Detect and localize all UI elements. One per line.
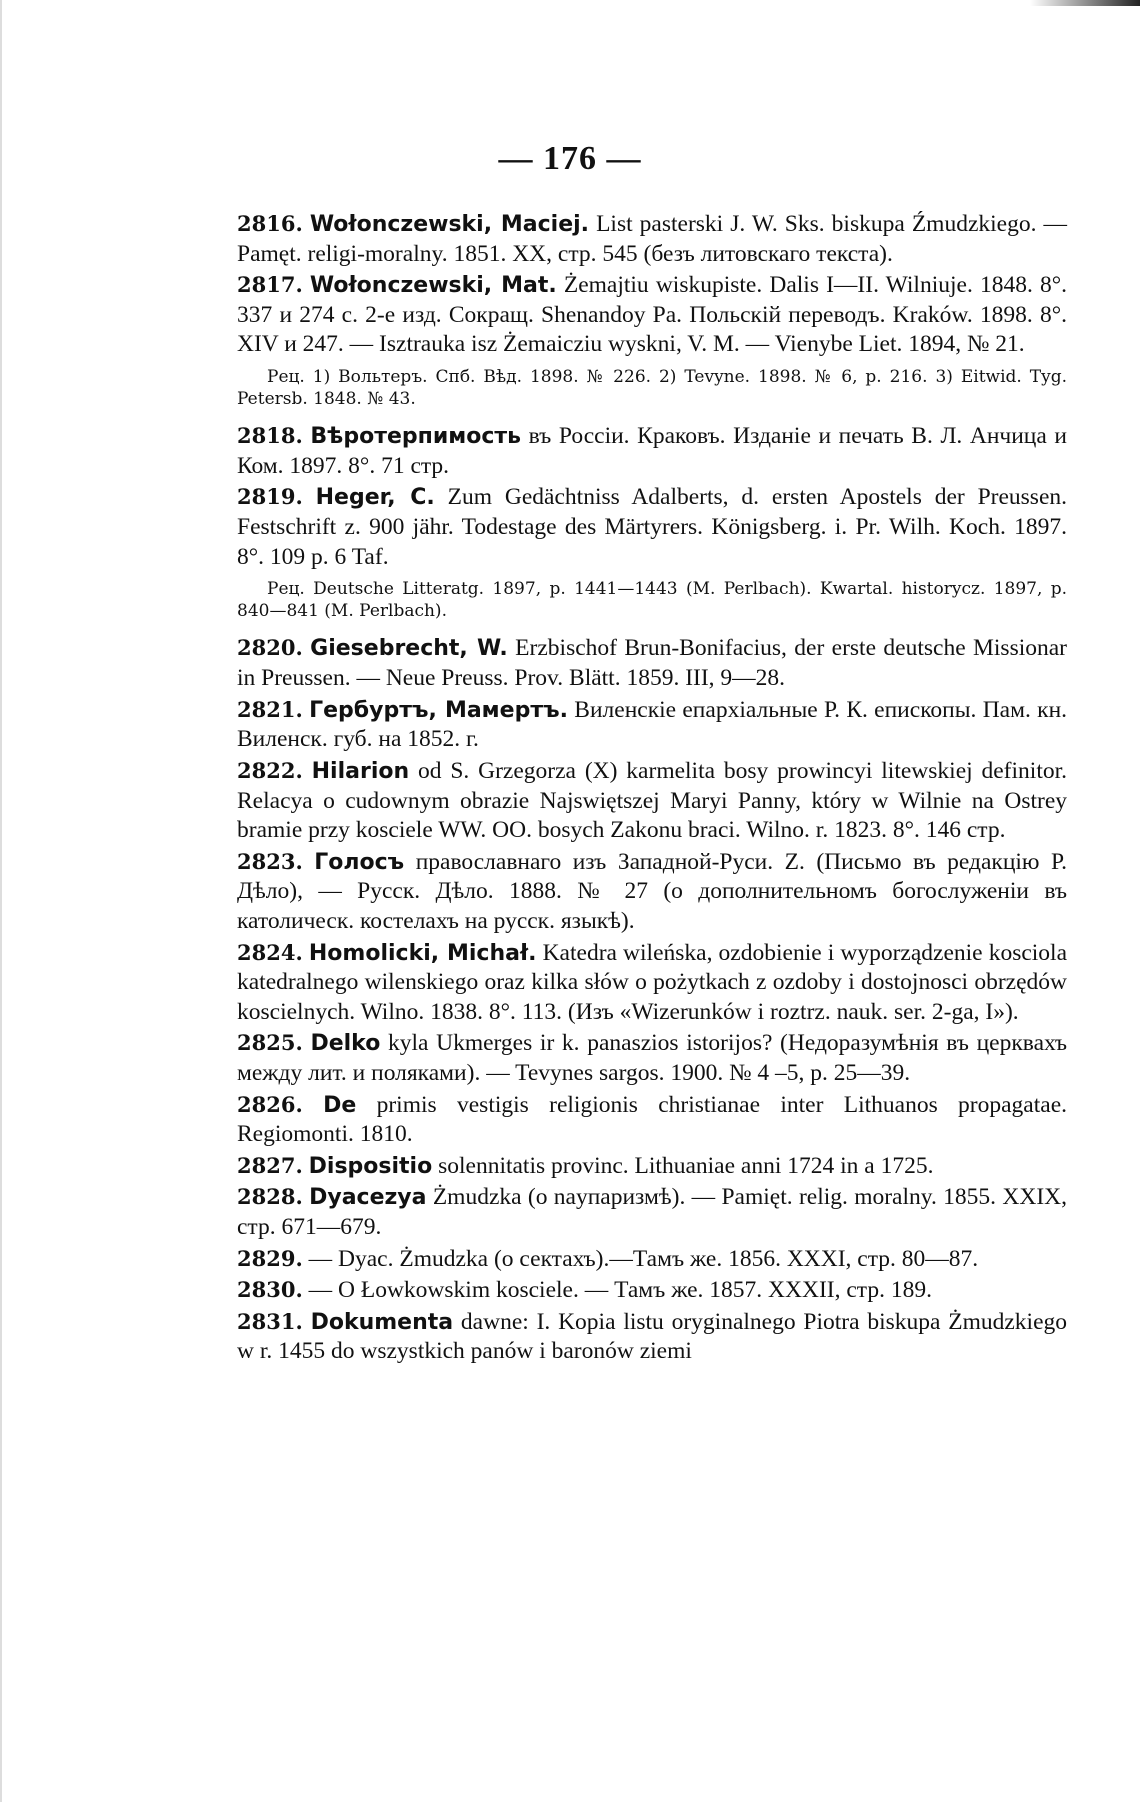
entry-heading: Heger, C. bbox=[315, 485, 435, 511]
entry-text: православнаго изъ Западной-Руси. Z. (Письмо въ редакцію Р. Дѣло), — Русск. Дѣло. 1888. № 27 (о дополнительномъ богослуженіи въ католическ. костелахъ на русск. языкѣ). bbox=[237, 848, 1067, 934]
entry-text: Erzbischof Brun-Bonifacius, der erste deutsche Missionar in Preussen. — Neue Preuss. Prov. Blätt. 1859. III, 9—28. bbox=[237, 635, 1068, 692]
entry-heading: Wołonczewski, Mat. bbox=[309, 273, 557, 299]
entry-2821 bbox=[237, 696, 1067, 755]
entry-heading: Giesebrecht, W. bbox=[310, 636, 508, 662]
entry-2826 bbox=[237, 1091, 1067, 1150]
entry-heading: Вѣротерпимость bbox=[310, 424, 522, 450]
entry-2829 bbox=[237, 1245, 1067, 1275]
entry-heading: Hilarion bbox=[311, 758, 410, 784]
entry-text: — Dyac. Żmudzka (o сектахъ).—Тамъ же. 1856. XXXI, стр. 80—87. bbox=[302, 1245, 979, 1272]
entry-number: 2819. bbox=[237, 484, 303, 510]
entry-text: Виленскіе епархіальные Р. К. епископы. Пам. кн. Виленск. губ. на 1852. г. bbox=[237, 696, 1068, 753]
entry-2823 bbox=[237, 848, 1067, 937]
entry-text: Zum Gedächtniss Adalberts, d. ersten Apostels der Preussen. Festschrift z. 900 jähr. Todestage des Märtyrers. Königsberg. i. Pr. Wilh. Koch. 1897. 8°. 109 p. 6 Taf. bbox=[237, 484, 1068, 570]
entry-2819 bbox=[237, 483, 1067, 572]
entry-text: od S. Grzegorza (X) karmelita bosy prowincyi litewskiej definitor. Relacya o cudownym obrazie Najswiętszej Maryi Panny, który w Wilnie na Ostrey bramie przy kosciele WW. OO. bosych Zakonu braci. Wilno. r. 1823. 8°. 146 стр. bbox=[237, 757, 1067, 844]
entry-text: kyla Ukmerges ir k. panaszios istorijos? (Недоразумѣнія въ церквахъ между лит. и поляками). — Tevynes sargos. 1900. № 4 –5, p. 25—39. bbox=[237, 1030, 1068, 1086]
entry-2827 bbox=[237, 1152, 1067, 1182]
entry-text: Żmudzka (o naупаризмѣ). — Pamięt. relig. moralny. 1855. XXIX, стр. 671—679. bbox=[237, 1184, 1067, 1241]
entry-heading: Dispositio bbox=[308, 1153, 433, 1179]
entry-2818 bbox=[237, 422, 1067, 481]
entry-2817 bbox=[237, 271, 1067, 360]
entry-number: 2825. bbox=[237, 1030, 303, 1056]
entry-text: въ Россіи. Краковъ. Изданіе и печать В. Л. Анчица и Ком. 1897. 8°. 71 стр. bbox=[237, 423, 1067, 479]
entry-2825 bbox=[237, 1029, 1067, 1088]
entry-text: Katedra wileńska, ozdobienie i wyporządzenie kosciola katedralnego wilenskiego oraz kilka słów o pożytkach z ozdoby i dostojnosci obrzędów koscielnych. Wilno. 1838. 8°. 113. (Изъ «Wizerunków i roztrz. nauk. ser. 2-ga, I»). bbox=[237, 939, 1068, 1025]
entry-number: 2828. bbox=[237, 1184, 303, 1210]
entry-heading: Wołonczewski, Maciej. bbox=[309, 212, 590, 237]
entry-text: Żemajtiu wiskupiste. Dalis I—II. Wilniuje. 1848. 8°. 337 и 274 с. 2-е изд. Сокращ. Shenandoy Pa. Польскій переводъ. Kraków. 1898. 8°. XIV и 247. — Isztrauka isz Żemaicziu wyskni, V. M. — Vienybe Liet. 1894, № 21. bbox=[237, 272, 1068, 358]
page-number: — 176 — bbox=[498, 140, 642, 177]
entry-2822 bbox=[237, 757, 1067, 846]
entry-heading: Dyacezya bbox=[309, 1185, 427, 1211]
entry-number: 2830. bbox=[237, 1277, 303, 1303]
entry-number: 2827. bbox=[237, 1152, 303, 1178]
entry-number: 2826. bbox=[237, 1091, 303, 1117]
entry-number: 2829. bbox=[237, 1245, 303, 1271]
entry-2824 bbox=[237, 939, 1067, 1028]
entry-heading: Dokumenta bbox=[310, 1309, 454, 1335]
entry-heading: Delko bbox=[310, 1031, 381, 1057]
entry-number: 2822. bbox=[237, 757, 303, 783]
entry-number: 2818. bbox=[237, 423, 303, 449]
entry-number: 2821. bbox=[237, 696, 303, 722]
entry-text: dawne: I. Kopia listu oryginalnego Piotra biskupa Żmudzkiego w r. 1455 do wszystkich panów i baronów ziemi bbox=[237, 1308, 1068, 1365]
page-edge bbox=[0, 0, 2, 1802]
entry-2830 bbox=[237, 1276, 1067, 1306]
review-note: Рец. Deutsche Litteratg. 1897, p. 1441—1443 (M. Perlbach). Kwartal. historycz. 1897, p. 840—841 (M. Perlbach). bbox=[237, 579, 1067, 622]
review-note: Рец. 1) Вольтеръ. Спб. Вѣд. 1898. № 226. 2) Tevyne. 1898. № 6, p. 216. 3) Eitwid. Tyg. Petersb. 1848. № 43. bbox=[237, 367, 1067, 410]
entry-2828 bbox=[237, 1183, 1067, 1242]
entry-number: 2817. bbox=[237, 272, 303, 298]
entry-text: — O Łowkowskim kosciele. — Тамъ же. 1857. XXXII, стр. 189. bbox=[302, 1277, 932, 1304]
entry-2831 bbox=[237, 1308, 1067, 1367]
entry-heading: Гербуртъ, Мамертъ. bbox=[309, 697, 568, 723]
entry-2816 bbox=[237, 210, 1067, 269]
entry-text: primis vestigis religionis christianae inter Lithuanos propagatae. Regiomonti. 1810. bbox=[237, 1091, 1067, 1148]
entry-heading: Голосъ bbox=[314, 849, 405, 875]
entry-number: 2823. bbox=[237, 848, 303, 874]
entry-number: 2820. bbox=[237, 635, 303, 661]
entry-number: 2816. bbox=[237, 211, 303, 236]
entry-heading: De bbox=[323, 1092, 357, 1118]
entry-text: List pasterski J. W. Sks. biskupa Źmudzkiego. — Pamęt. religi-moralny. 1851. XX, стр. 545 (безъ литовскаго текста). bbox=[237, 211, 1067, 267]
entry-number: 2831. bbox=[237, 1308, 303, 1334]
entry-text: solennitatis provinc. Lithuaniae anni 1724 in a 1725. bbox=[432, 1152, 934, 1179]
text-column bbox=[237, 210, 1067, 1369]
scan-mark bbox=[1030, 0, 1140, 6]
entry-heading: Homolicki, Michał. bbox=[308, 940, 537, 966]
entry-number: 2824. bbox=[237, 939, 303, 965]
entry-2820 bbox=[237, 634, 1067, 693]
